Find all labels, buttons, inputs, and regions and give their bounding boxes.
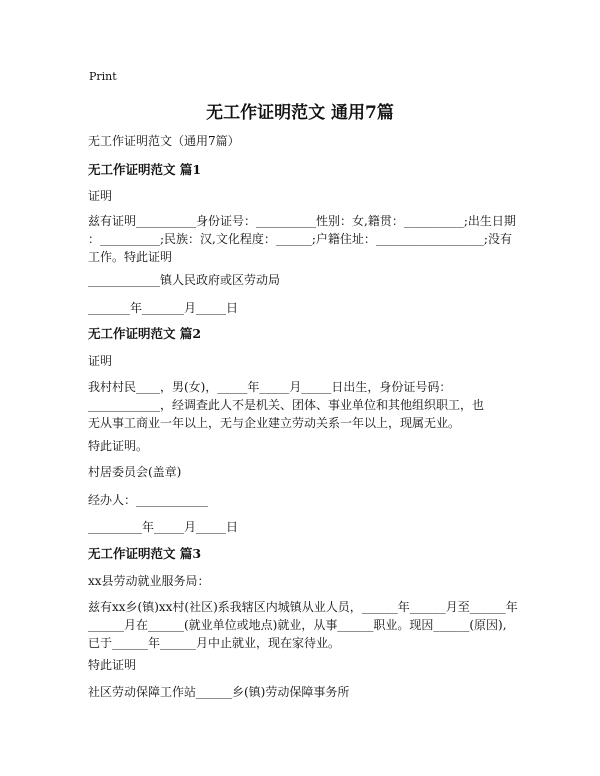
section2-label: 证明 [88,354,113,368]
section3-body-line: ______月在______(就业单位或地点)就业，从事______职业。现因______(原因), [88,618,507,632]
section3-body-line: 兹有xx乡(镇)xx村(社区)系我辖区内城镇从业人员，______年______月至______年 [88,600,518,614]
section1-label: 证明 [88,189,113,203]
section1-body-line: ：__________;民族：汉,文化程度：______;户籍住址：__________________;没有 [88,232,512,246]
section2-committee: 村居委员会(盖章) [88,465,182,479]
section1-heading: 无工作证明范文 篇1 [88,162,202,177]
section2-body-line: ____________，经调查此人不是机关、团体、事业单位和其他组织职工，也 [88,398,485,412]
section3-body-line: 已于______年______月中止就业，现在家待业。 [88,636,341,650]
section2-date: _________年_____月_____日 [88,520,239,534]
section2-body-line: 我村村民____，男(女)，_____年_____月_____日出生，身份证号码： [88,380,452,394]
print-label: Print [89,70,117,83]
section3-body [88,598,518,652]
section2-body [88,378,512,432]
section3-addressee: xx县劳动就业服务局： [88,574,210,588]
section2-handler: 经办人：____________ [88,493,209,507]
section3-heading: 无工作证明范文 篇3 [88,546,202,561]
section1-body [88,212,516,266]
section1-body-line: 兹有证明__________身份证号：__________性别：女,籍贯：__________;出生日期 [88,214,516,228]
section3-closing: 特此证明 [88,658,137,672]
section2-body-line: 无从事工商业一年以上，无与企业建立劳动关系一年以上，现属无业。 [88,416,461,430]
section1-body-line: 工作。特此证明 [88,250,173,264]
document-title: 无工作证明范文 通用7篇 [206,103,394,123]
section1-authority: ____________镇人民政府或区劳动局 [88,273,281,287]
document-subtitle: 无工作证明范文（通用7篇） [88,134,240,148]
section2-closing: 特此证明。 [88,439,149,453]
section1-date: _______年_______月_____日 [88,301,239,315]
section2-heading: 无工作证明范文 篇2 [88,326,202,341]
section3-station: 社区劳动保障工作站______乡(镇)劳动保障事务所 [88,685,350,699]
